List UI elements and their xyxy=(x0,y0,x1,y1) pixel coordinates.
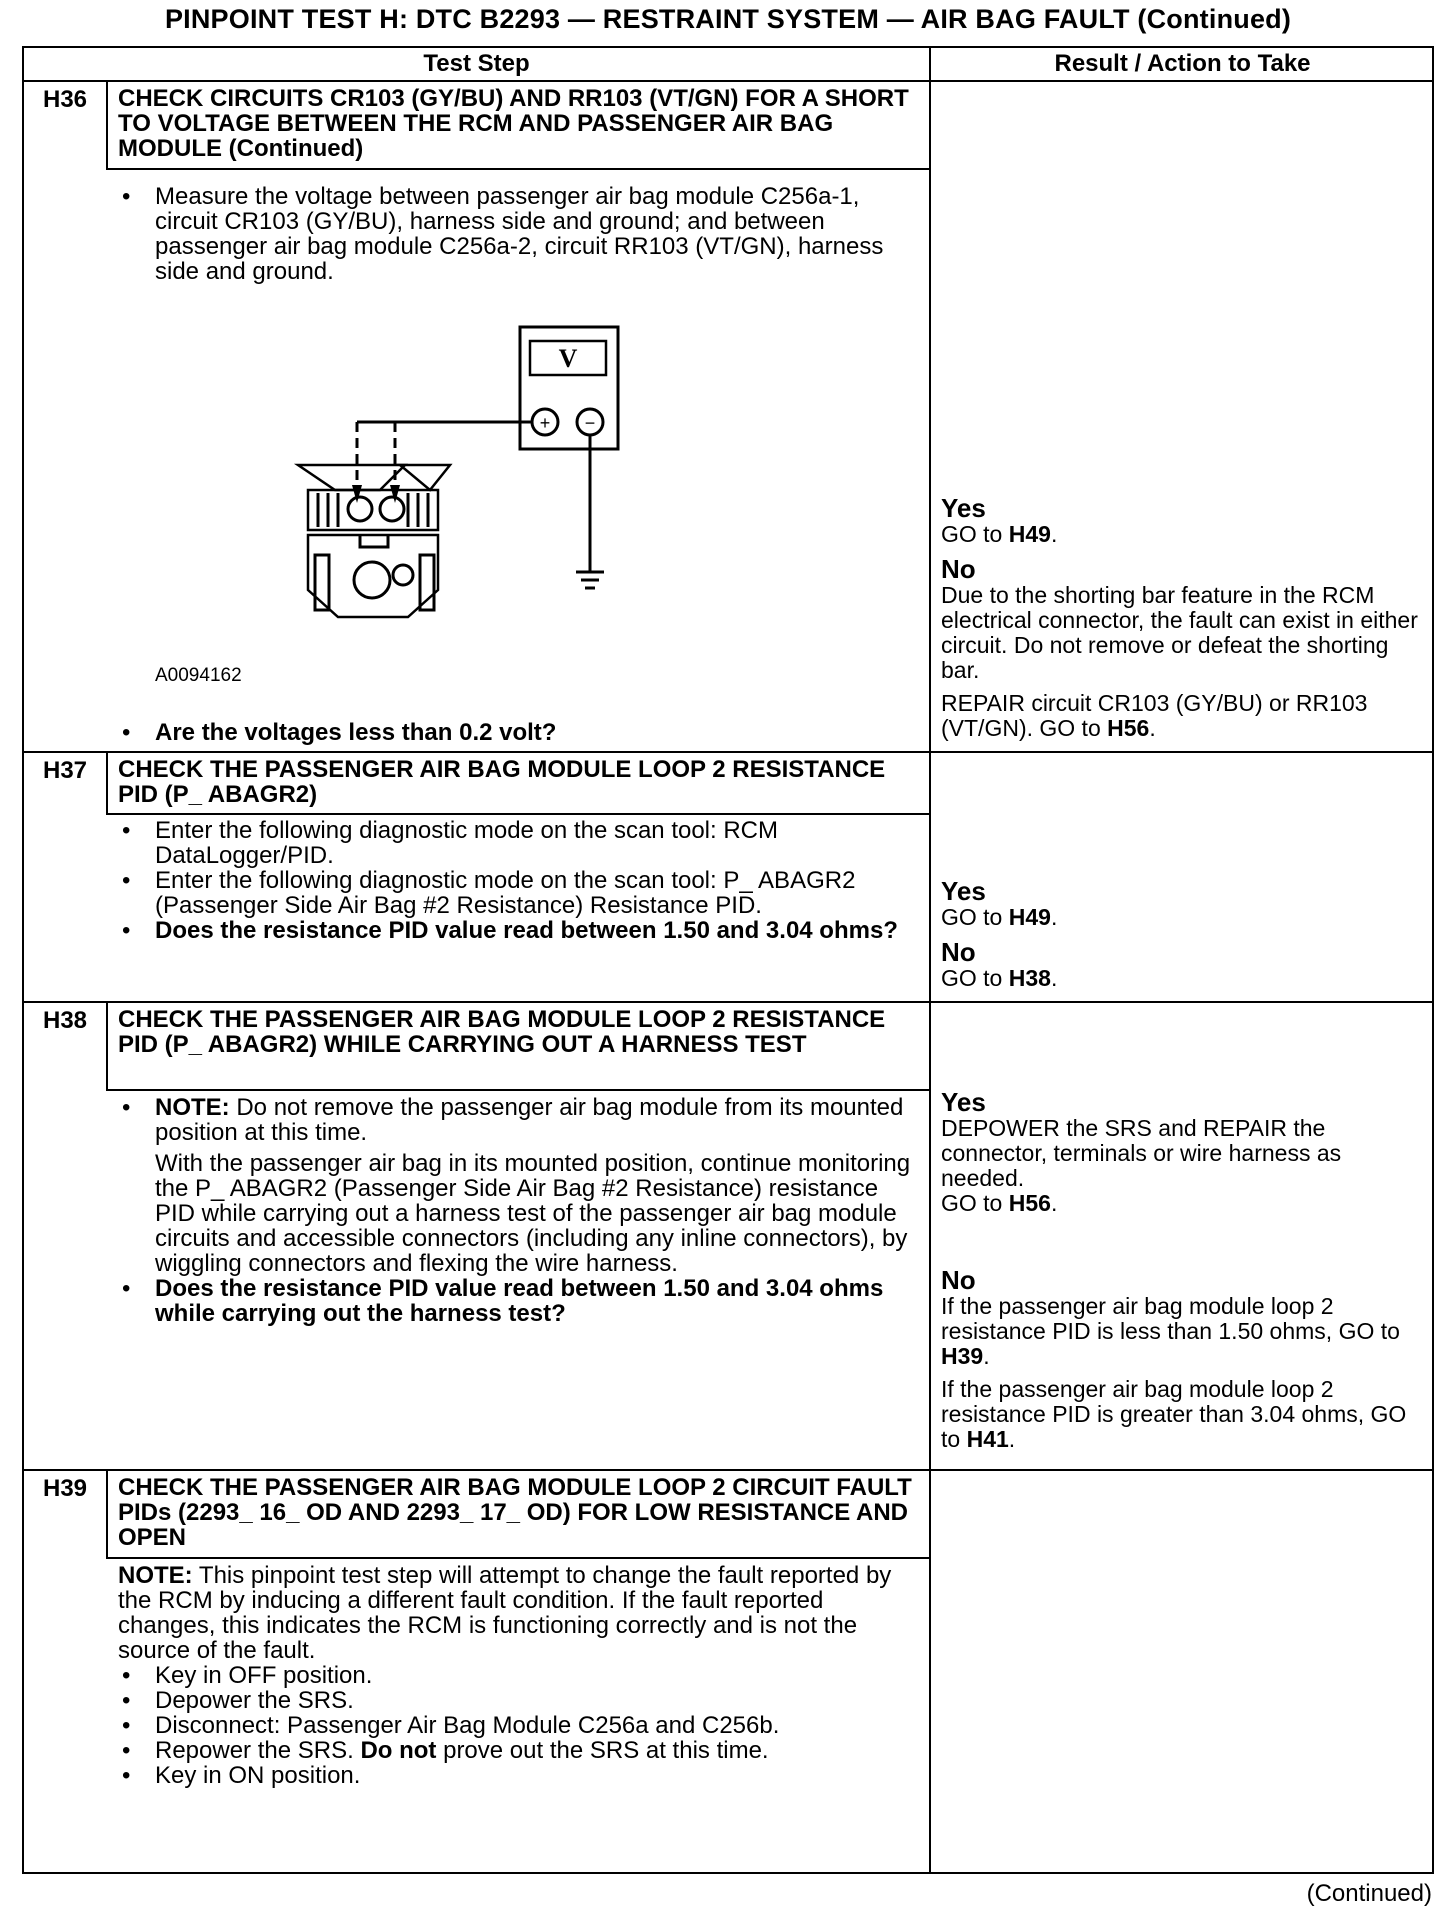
step-id-h37: H37 xyxy=(42,757,88,784)
step-body-h39 xyxy=(118,1563,918,1788)
yes-goto: GO to H56. xyxy=(941,1190,1058,1216)
yes-action: GO to H49. xyxy=(941,904,1058,930)
no-action-low: If the passenger air bag module loop 2 resistance PID is less than 1.50 ohms, GO to H39. xyxy=(941,1293,1400,1369)
result-h38 xyxy=(941,1088,1429,1452)
figure-id: A0094162 xyxy=(155,665,242,686)
no-label: No xyxy=(941,554,976,584)
no-action: GO to H38. xyxy=(941,965,1058,991)
step-heading-h38: CHECK THE PASSENGER AIR BAG MODULE LOOP 2 RESISTANCE PID (P_ ABAGR2) WHILE CARRYING OUT A HARNESS TEST xyxy=(118,1006,886,1058)
step-id-divider xyxy=(106,82,108,170)
result-h36 xyxy=(941,494,1429,741)
step-heading-h36: CHECK CIRCUITS CR103 (GY/BU) AND RR103 (VT/GN) FOR A SHORT TO VOLTAGE BETWEEN THE RCM AND PASSENGER AIR BAG MODULE (Continued) xyxy=(118,85,909,162)
no-action: REPAIR circuit CR103 (GY/BU) or RR103 (VT/GN). GO to H56. xyxy=(941,690,1368,741)
step-heading-h37: CHECK THE PASSENGER AIR BAG MODULE LOOP 2 RESISTANCE PID (P_ ABAGR2) xyxy=(118,756,886,808)
step-heading-h39: CHECK THE PASSENGER AIR BAG MODULE LOOP 2 CIRCUIT FAULT PIDs (2293_ 16_ OD AND 2293_ 17_ OD) FOR LOW RESISTANCE AND OPEN xyxy=(118,1474,912,1551)
no-label: No xyxy=(941,937,976,967)
step-id-h36: H36 xyxy=(42,86,88,113)
yes-label: Yes xyxy=(941,876,986,906)
svg-text:+: + xyxy=(539,413,551,433)
list-item: • Does the resistance PID value read between 1.50 and 3.04 ohms while carrying out the harness test? xyxy=(118,1276,918,1326)
step-question-h36 xyxy=(118,720,918,745)
yes-action: GO to H49. xyxy=(941,521,1058,547)
no-explanation: Due to the shorting bar feature in the RCM electrical connector, the fault can exist in either circuit. Do not remove or defeat the shorting bar. xyxy=(941,582,1418,683)
step-id-divider xyxy=(106,1471,108,1559)
list-item: • Does the resistance PID value read between 1.50 and 3.04 ohms? xyxy=(118,918,918,943)
continued-label: (Continued) xyxy=(1306,1880,1432,1907)
yes-label: Yes xyxy=(941,1087,986,1117)
row-rule xyxy=(22,1001,1434,1003)
header-rule xyxy=(22,80,1434,82)
step-id-divider xyxy=(106,753,108,815)
step-body-h38 xyxy=(118,1095,918,1326)
list-item: • Key in ON position. xyxy=(118,1763,918,1788)
step-id-h38: H38 xyxy=(42,1007,88,1034)
column-header-test-step: Test Step xyxy=(423,50,530,77)
list-item: • Are the voltages less than 0.2 volt? xyxy=(118,720,918,745)
heading-rule xyxy=(106,813,931,815)
heading-rule xyxy=(106,1557,931,1559)
step-paragraph: With the passenger air bag in its mounted position, continue monitoring the P_ ABAGR2 (Passenger Side Air Bag #2 Resistance) resistance PID while carrying out a harness test of the passenger air bag module circuits and accessible connectors (including any inline connectors), by wiggling connectors and flexing the wire harness. xyxy=(155,1150,911,1277)
list-item: • Enter the following diagnostic mode on the scan tool: P_ ABAGR2 (Passenger Side Air Bag #2 Resistance) Resistance PID. xyxy=(118,868,918,918)
step-body-h36 xyxy=(118,184,918,284)
row-rule xyxy=(22,751,1434,753)
heading-rule xyxy=(106,168,931,170)
result-h37 xyxy=(941,877,1429,991)
list-item: • Enter the following diagnostic mode on the scan tool: RCM DataLogger/PID. xyxy=(118,818,918,868)
list-item: • NOTE: Do not remove the passenger air bag module from its mounted position at this time. xyxy=(118,1095,918,1145)
list-item: • Key in OFF position. xyxy=(118,1663,918,1688)
list-item: • Measure the voltage between passenger air bag module C256a-1, circuit CR103 (GY/BU), harness side and ground; and between passenger air bag module C256a-2, circuit RR103 (VT/GN), harness side and ground. xyxy=(118,184,918,284)
no-label: No xyxy=(941,1265,976,1295)
step-id-h39: H39 xyxy=(42,1475,88,1502)
yes-label: Yes xyxy=(941,493,986,523)
page-title: PINPOINT TEST H: DTC B2293 — RESTRAINT SYSTEM — AIR BAG FAULT (Continued) xyxy=(164,4,1292,34)
no-action-high: If the passenger air bag module loop 2 resistance PID is greater than 3.04 ohms, GO to H41. xyxy=(941,1376,1407,1452)
column-header-result: Result / Action to Take xyxy=(1054,50,1311,77)
list-item: • Depower the SRS. xyxy=(118,1688,918,1713)
step-body-h37 xyxy=(118,818,918,943)
step-note: NOTE: This pinpoint test step will attempt to change the fault reported by the RCM by inducing a different fault condition. If the fault reported changes, this indicates the RCM is functioning correctly and is not the source of the fault. xyxy=(118,1562,892,1664)
column-divider xyxy=(929,46,931,1874)
voltmeter-symbol: V xyxy=(558,344,578,373)
step-id-divider xyxy=(106,1003,108,1091)
yes-action: DEPOWER the SRS and REPAIR the connector, terminals or wire harness as needed. xyxy=(941,1115,1342,1191)
list-item: • Repower the SRS. Do not prove out the SRS at this time. xyxy=(118,1738,918,1763)
svg-text:−: − xyxy=(584,413,596,433)
voltmeter-connector-diagram xyxy=(280,325,620,625)
heading-rule xyxy=(106,1089,931,1091)
list-item: • Disconnect: Passenger Air Bag Module C256a and C256b. xyxy=(118,1713,918,1738)
row-rule xyxy=(22,1469,1434,1471)
